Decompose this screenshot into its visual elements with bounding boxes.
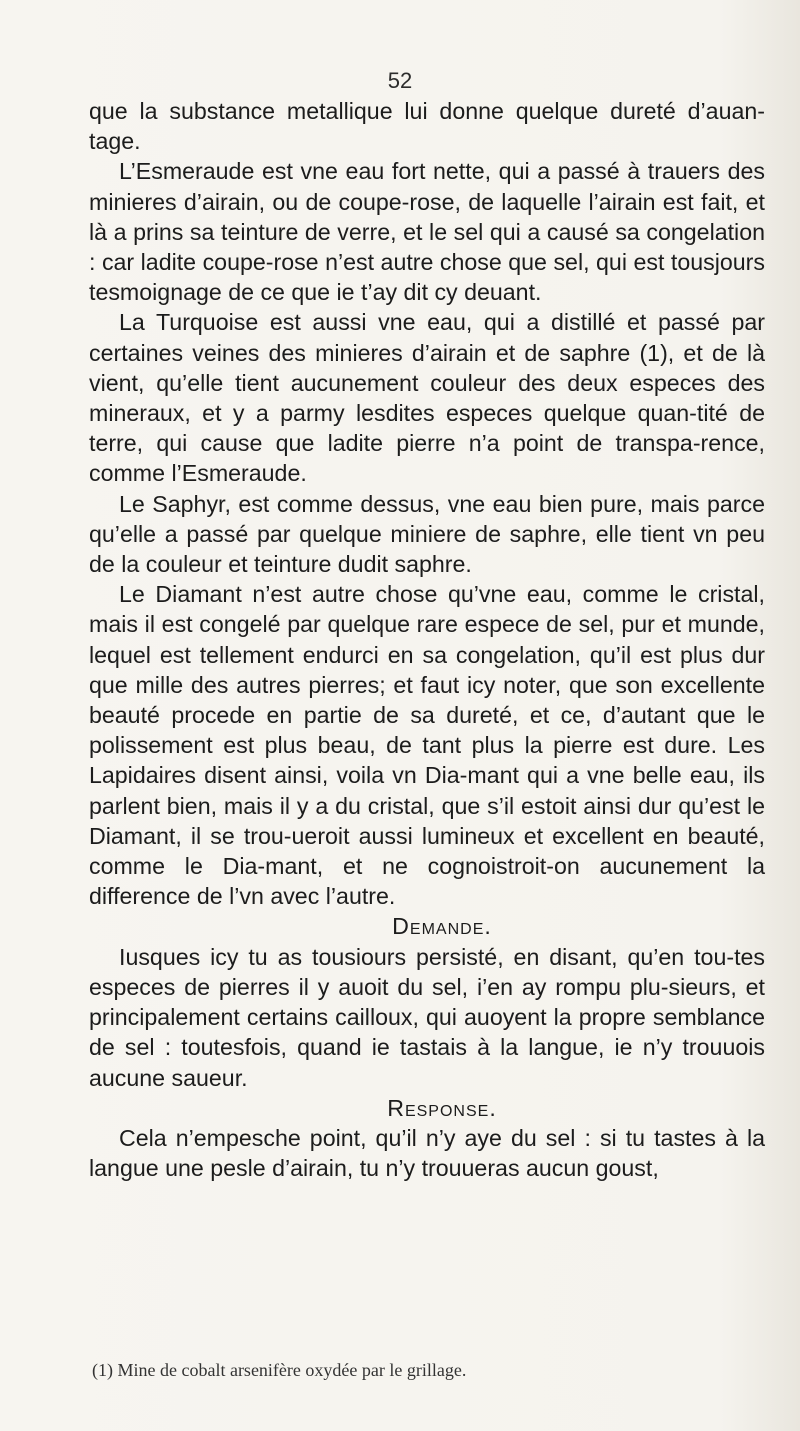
heading-response: Response. xyxy=(387,1094,497,1121)
paragraph-turquoise: La Turquoise est aussi vne eau, qui a distillé et passé par certaines veines des minieres d’airain et de saphre (1), et de là vient, qu’elle tient aucunement couleur des deux especes des mineraux, et y a parmy lesdites especes quelque quan-tité de terre, qui cause que ladite pierre n’a point de transpa-rence, comme l’Esmeraude. xyxy=(89,309,765,487)
paragraph-response: Cela n’empesche point, qu’il n’y aye du sel : si tu tastes à la langue une pesle d’airain, tu n’y trouueras aucun goust, xyxy=(89,1124,765,1182)
paragraph-demande: Iusques icy tu as tousiours persisté, en disant, qu’en tou-tes especes de pierres il y auoit du sel, i’en ay rompu plu-sieurs, et principalement certains cailloux, qui auoyent la propre semblance de sel : toutesfois, quand ie tastais à la langue, ie n’y trouuois aucune saueur. xyxy=(89,943,765,1091)
paragraph-diamant: Le Diamant n’est autre chose qu’vne eau, comme le cristal, mais il est congelé par quelque rare espece de sel, pur et munde, lequel est tellement endurci en sa congelation, qu’il est plus dur que mille des autres pierres; et faut icy noter, que son excellente beauté procede en partie de sa dureté, et ce, d’autant que le polissement est plus beau, de tant plus la pierre est dure. Les Lapidaires disent ainsi, voila vn Dia-mant qui a vne belle eau, ils parlent bien, mais il y a du cristal, que s’il estoit ainsi dur qu’est le Diamant, il se trou-ueroit aussi lumineux et excellent en beauté, comme le Dia-mant, et ne cognoistroit-on aucunement la difference de l’vn avec l’autre. xyxy=(89,581,765,910)
paragraph-esmeraude: L’Esmeraude est vne eau fort nette, qui a passé à trauers des minieres d’airain, ou de coupe-rose, de laquelle l’airain est fait, et là a prins sa teinture de verre, et le sel qui a causé sa congelation : car ladite coupe-rose n’est autre chose que sel, qui est tousjours tesmoignage de ce que ie t’ay dit cy deuant. xyxy=(89,158,765,306)
paragraph-saphyr: Le Saphyr, est comme dessus, vne eau bien pure, mais parce qu’elle a passé par quelque miniere de saphre, elle tient vn peu de la couleur et teinture dudit saphre. xyxy=(89,490,765,578)
heading-demande: Demande. xyxy=(392,913,492,940)
paragraph-continuation: que la substance metallique lui donne quelque dureté d’auan-tage. xyxy=(89,98,765,155)
body-text xyxy=(89,96,765,1183)
footnote: (1) Mine de cobalt arsenifère oxydée par le grillage. xyxy=(92,1360,467,1380)
page-number: 52 xyxy=(387,68,413,93)
